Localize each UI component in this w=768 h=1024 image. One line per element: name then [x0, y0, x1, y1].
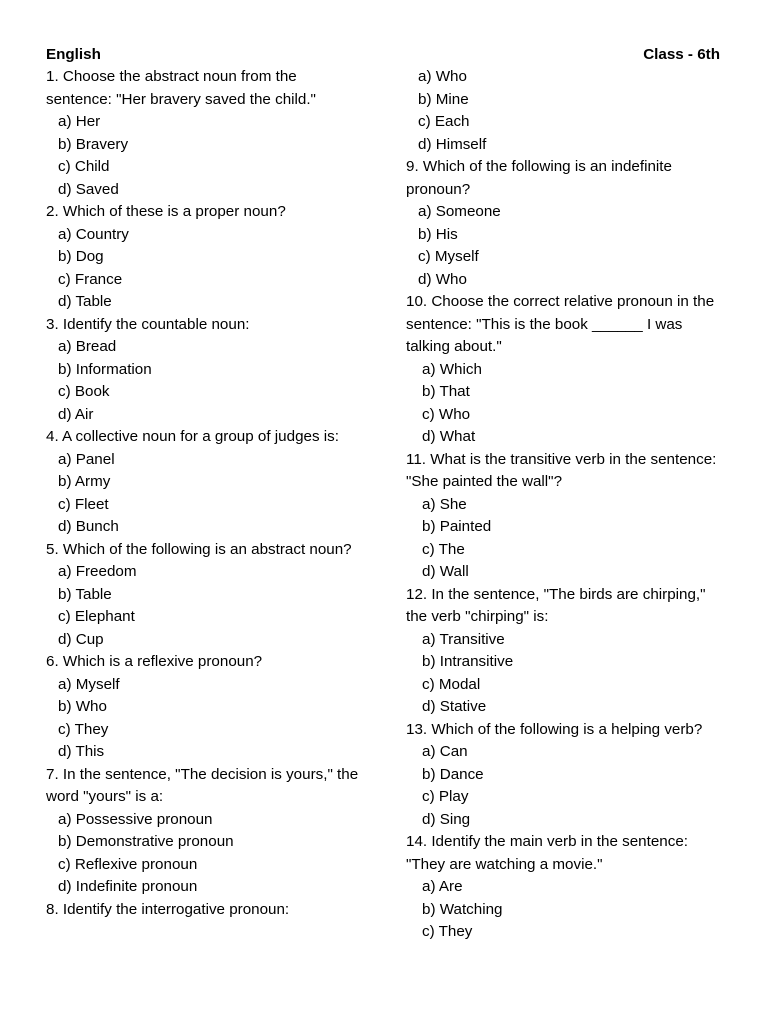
option-d: d) What: [422, 428, 476, 445]
option-b: b) Intransitive: [422, 653, 514, 670]
left-column: [46, 66, 366, 921]
option-c: c) Fleet: [58, 495, 109, 513]
question-8: [46, 899, 366, 922]
option-b: b) That: [422, 383, 470, 400]
option-b: b) Table: [58, 585, 112, 603]
option-c: c) Play: [422, 788, 469, 805]
option-d: d) Who: [418, 270, 467, 288]
question-text: 10. Choose the correct relative pronoun in the sentence: "This is the book ______ I was talking about.": [406, 293, 715, 355]
option-d: d) Saved: [58, 180, 119, 198]
right-column: [406, 66, 724, 944]
option-b: b) His: [418, 225, 458, 243]
option-c: c) Modal: [422, 675, 481, 693]
question-5: [46, 539, 366, 652]
question-text: 2. Which of these is a proper noun?: [46, 203, 286, 220]
subject-title: English: [46, 46, 101, 63]
question-text: 9. Which of the following is an indefinite pronoun?: [406, 158, 672, 198]
option-d: d) Air: [58, 405, 94, 423]
page-header: [46, 44, 720, 67]
option-a: a) Panel: [58, 450, 115, 468]
question-text: 12. In the sentence, "The birds are chirping," the verb "chirping" is:: [406, 585, 706, 625]
option-a: a) Transitive: [422, 630, 505, 648]
option-a: a) Are: [422, 878, 463, 895]
option-b: b) Army: [58, 473, 111, 490]
question-text: 11. What is the transitive verb in the sentence: "She painted the wall"?: [406, 450, 717, 490]
option-a: a) Bread: [58, 338, 117, 355]
option-d: d) Indefinite pronoun: [58, 878, 198, 895]
option-b: b) Who: [58, 698, 107, 715]
option-c: c) They: [58, 720, 109, 738]
option-a: a) Country: [58, 225, 129, 243]
option-a: a) She: [422, 495, 467, 513]
option-d: d) Himself: [418, 135, 487, 153]
question-4: [46, 426, 366, 539]
question-9: [406, 156, 724, 291]
option-d: d) Bunch: [58, 518, 119, 535]
question-8-options: [406, 66, 724, 156]
question-13: [406, 719, 724, 832]
option-a: a) Can: [422, 743, 468, 760]
question-12: [406, 584, 724, 719]
question-11: [406, 449, 724, 584]
option-a: a) Her: [58, 113, 101, 130]
option-c: c) They: [422, 923, 473, 940]
option-a: a) Freedom: [58, 563, 137, 580]
question-text: 5. Which of the following is an abstract noun?: [46, 540, 352, 558]
option-c: c) France: [58, 270, 123, 288]
option-c: c) Myself: [418, 248, 479, 265]
option-b: b) Watching: [422, 900, 503, 918]
option-c: c) Child: [58, 158, 110, 175]
option-c: c) Elephant: [58, 608, 135, 625]
option-d: d) Table: [58, 293, 112, 310]
option-b: b) Mine: [418, 90, 469, 108]
question-1: [46, 66, 366, 201]
option-b: b) Information: [58, 360, 152, 378]
question-10: [406, 291, 724, 449]
option-d: d) This: [58, 743, 105, 760]
question-text: 4. A collective noun for a group of judges is:: [46, 428, 339, 445]
question-text: 1. Choose the abstract noun from the sentence: "Her bravery saved the child.": [46, 68, 316, 108]
question-text: 3. Identify the countable noun:: [46, 315, 250, 333]
question-text: 6. Which is a reflexive pronoun?: [46, 653, 263, 670]
question-text: 14. Identify the main verb in the sentence: "They are watching a movie.": [406, 833, 688, 873]
option-c: c) Who: [422, 405, 471, 423]
question-2: [46, 201, 366, 314]
option-c: c) The: [422, 540, 465, 558]
option-a: a) Which: [422, 360, 482, 378]
option-a: a) Myself: [58, 675, 120, 693]
question-text: 8. Identify the interrogative pronoun:: [46, 900, 290, 918]
option-d: d) Stative: [422, 698, 487, 715]
option-a: a) Possessive pronoun: [58, 810, 213, 828]
question-6: [46, 651, 366, 764]
question-text: 7. In the sentence, "The decision is yours," the word "yours" is a:: [46, 765, 359, 805]
option-d: d) Wall: [422, 563, 469, 580]
question-7: [46, 764, 366, 899]
class-label: Class - 6th: [643, 46, 720, 63]
option-a: a) Who: [418, 68, 467, 85]
option-c: c) Each: [418, 113, 470, 130]
question-3: [46, 314, 366, 427]
option-b: b) Bravery: [58, 135, 129, 153]
question-text: 13. Which of the following is a helping verb?: [406, 720, 703, 738]
option-b: b) Dance: [422, 765, 484, 783]
option-c: c) Book: [58, 383, 110, 400]
question-14: [406, 831, 724, 944]
option-c: c) Reflexive pronoun: [58, 855, 198, 873]
option-b: b) Dog: [58, 248, 104, 265]
option-d: d) Cup: [58, 630, 104, 648]
option-b: b) Painted: [422, 518, 492, 535]
option-a: a) Someone: [418, 203, 501, 220]
option-d: d) Sing: [422, 810, 471, 828]
option-b: b) Demonstrative pronoun: [58, 833, 234, 850]
